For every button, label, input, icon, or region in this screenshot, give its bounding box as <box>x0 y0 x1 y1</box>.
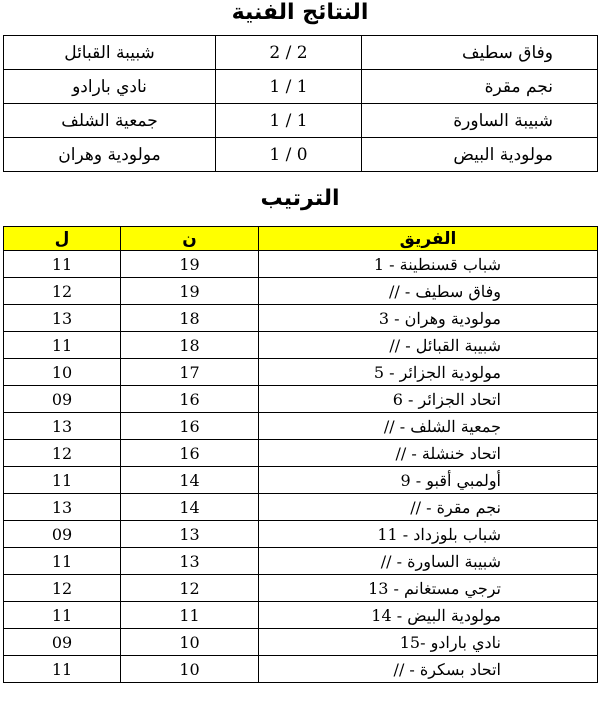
team-cell: // - شبيبة الساورة <box>259 548 598 575</box>
table-row <box>4 278 598 305</box>
table-row <box>4 467 598 494</box>
table-row <box>4 251 598 278</box>
results-title: النتائج الفنية <box>231 0 369 25</box>
match-row <box>4 138 598 172</box>
table-row <box>4 602 598 629</box>
team-cell: 11 - شباب بلوزداد <box>259 521 598 548</box>
home-team: وفاق سطيف <box>362 36 598 70</box>
team-cell: // - شبيبة القبائل <box>259 332 598 359</box>
team-cell: 14 - مولودية البيض <box>259 602 598 629</box>
team-cell: 6 - اتحاد الجزائر <box>259 386 598 413</box>
points-cell: 16 <box>121 440 259 467</box>
played-cell: 12 <box>4 575 121 602</box>
points-cell: 19 <box>121 251 259 278</box>
standings-table <box>3 226 598 683</box>
played-cell: 13 <box>4 494 121 521</box>
played-cell: 09 <box>4 521 121 548</box>
table-row <box>4 656 598 683</box>
played-cell: 11 <box>4 656 121 683</box>
team-cell: // - اتحاد بسكرة <box>259 656 598 683</box>
played-cell: 11 <box>4 602 121 629</box>
team-cell: 15- نادي بارادو <box>259 629 598 656</box>
played-cell: 09 <box>4 386 121 413</box>
home-team: نجم مقرة <box>362 70 598 104</box>
table-row <box>4 440 598 467</box>
points-cell: 17 <box>121 359 259 386</box>
team-cell: // - نجم مقرة <box>259 494 598 521</box>
table-row <box>4 521 598 548</box>
match-row <box>4 104 598 138</box>
played-cell: 12 <box>4 278 121 305</box>
away-team: نادي بارادو <box>4 70 216 104</box>
table-row <box>4 305 598 332</box>
played-cell: 11 <box>4 548 121 575</box>
match-score: 1 / 0 <box>216 138 362 172</box>
table-row <box>4 332 598 359</box>
match-score: 1 / 1 <box>216 104 362 138</box>
standings-header-row <box>4 227 598 251</box>
points-cell: 13 <box>121 521 259 548</box>
team-cell: 1 - شباب قسنطينة <box>259 251 598 278</box>
away-team: جمعية الشلف <box>4 104 216 138</box>
played-cell: 11 <box>4 251 121 278</box>
team-cell: 13 - ترجي مستغانم <box>259 575 598 602</box>
results-table <box>3 35 598 172</box>
away-team: مولودية وهران <box>4 138 216 172</box>
home-team: مولودية البيض <box>362 138 598 172</box>
team-cell: // - وفاق سطيف <box>259 278 598 305</box>
team-cell: 9 - أولمبي أقبو <box>259 467 598 494</box>
table-row <box>4 494 598 521</box>
points-cell: 16 <box>121 413 259 440</box>
points-cell: 11 <box>121 602 259 629</box>
played-cell: 13 <box>4 305 121 332</box>
table-row <box>4 629 598 656</box>
points-cell: 18 <box>121 332 259 359</box>
match-score: 2 / 2 <box>216 36 362 70</box>
points-cell: 19 <box>121 278 259 305</box>
table-row <box>4 548 598 575</box>
played-cell: 11 <box>4 467 121 494</box>
played-cell: 10 <box>4 359 121 386</box>
home-team: شبيبة الساورة <box>362 104 598 138</box>
points-cell: 16 <box>121 386 259 413</box>
standings-title: الترتيب <box>260 186 340 211</box>
team-cell: 5 - مولودية الجزائر <box>259 359 598 386</box>
points-cell: 13 <box>121 548 259 575</box>
team-cell: 3 - مولودية وهران <box>259 305 598 332</box>
table-row <box>4 575 598 602</box>
away-team: شبيبة القبائل <box>4 36 216 70</box>
played-cell: 09 <box>4 629 121 656</box>
points-cell: 14 <box>121 467 259 494</box>
team-cell: // - جمعية الشلف <box>259 413 598 440</box>
table-row <box>4 359 598 386</box>
points-cell: 10 <box>121 656 259 683</box>
points-cell: 10 <box>121 629 259 656</box>
points-cell: 18 <box>121 305 259 332</box>
points-cell: 14 <box>121 494 259 521</box>
points-cell: 12 <box>121 575 259 602</box>
header-points: ن <box>121 227 259 251</box>
match-row <box>4 36 598 70</box>
played-cell: 11 <box>4 332 121 359</box>
played-cell: 12 <box>4 440 121 467</box>
table-row <box>4 386 598 413</box>
team-cell: // - اتحاد خنشلة <box>259 440 598 467</box>
header-team: الفريق <box>259 227 598 251</box>
header-played: ل <box>4 227 121 251</box>
match-row <box>4 70 598 104</box>
table-row <box>4 413 598 440</box>
standings-body <box>4 251 598 683</box>
match-score: 1 / 1 <box>216 70 362 104</box>
played-cell: 13 <box>4 413 121 440</box>
